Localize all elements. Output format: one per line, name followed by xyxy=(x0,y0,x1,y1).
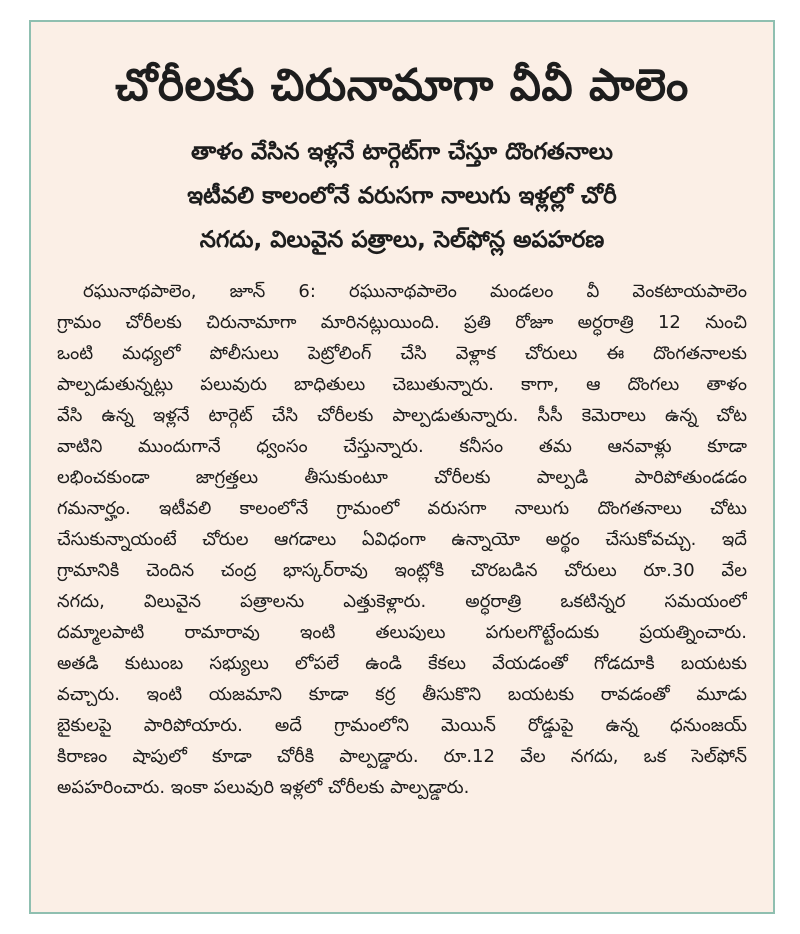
body-line: నగదు, విలువైన పత్రాలను ఎత్తుకెళ్లారు. అర్ధరాత్రి ఒకటిన్నర సమయంలో xyxy=(57,591,747,612)
body-line: వేసి ఉన్న ఇళ్లనే టార్గెట్ చేసి చోరీలకు పాల్పడుతున్నారు. సీసీ కెమెరాలు ఉన్న చోట xyxy=(57,405,747,426)
body-line: అపహరించారు. ఇంకా పలువురి ఇళ్లలో చోరీలకు పాల్పడ్డారు. xyxy=(57,777,470,798)
body-line: వాటిని ముందుగానే ధ్వంసం చేస్తున్నారు. కనీసం తమ ఆనవాళ్లు కూడా xyxy=(57,436,747,457)
subheading: తాళం వేసిన ఇళ్లనే టార్గెట్‌గా చేస్తూ దొంగతనాలు xyxy=(191,139,613,165)
body-line: పాల్పడుతున్నట్లు పలువురు బాధితులు చెబుతున్నారు. కాగా, ఆ దొంగలు తాళం xyxy=(57,374,747,395)
body-line: రఘునాథపాలెం, జూన్ 6: రఘునాథపాలెం మండలం వీ వెంకటాయపాలెం xyxy=(83,281,747,302)
body-line: వచ్చారు. ఇంటి యజమాని కూడా కర్ర తీసుకొని బయటకు రావడంతో మూడు xyxy=(57,684,747,705)
body-line: బైకులపై పారిపోయారు. అదే గ్రామంలోని మెయిన్ రోడ్డుపై ఉన్న ధనుంజయ్ xyxy=(57,715,747,736)
headline: చోరీలకు చిరునామాగా వీవీ పాలెం xyxy=(115,60,689,111)
body-line: చేసుకున్నాయంటే చోరుల ఆగడాలు ఏవిధంగా ఉన్నాయో అర్థం చేసుకోవచ్చు. ఇదే xyxy=(57,529,747,550)
body-line: కిరాణం షాపులో కూడా చోరీకి పాల్పడ్డారు. రూ.12 వేల నగదు, ఒక సెల్‌ఫోన్ xyxy=(57,746,747,767)
body-line: లభించకుండా జాగ్రత్తలు తీసుకుంటూ చోరీలకు పాల్పడి పారిపోతుండడం xyxy=(57,467,747,488)
body-line: గ్రామం చోరీలకు చిరునామాగా మారినట్లుయింది. ప్రతి రోజూ అర్ధరాత్రి 12 నుంచి xyxy=(57,312,747,333)
subheading: ఇటీవలి కాలంలోనే వరుసగా నాలుగు ఇళ్లల్లో చోరీ xyxy=(187,183,617,209)
body-line: ఒంటి మధ్యలో పోలీసులు పెట్రోలింగ్ చేసి వెళ్లాక చోరులు ఈ దొంగతనాలకు xyxy=(57,343,747,364)
body-line: గ్రామానికి చెందిన చంద్ర భాస్కర్‌రావు ఇంట్లోకి చొరబడిన చోరులు రూ.30 వేల xyxy=(57,560,747,581)
subheadings xyxy=(57,130,747,262)
news-clipping xyxy=(29,20,775,914)
article-body xyxy=(57,276,747,803)
body-line: దమ్మాలపాటి రామారావు ఇంటి తలుపులు పగులగొట్టేందుకు ప్రయత్నించారు. xyxy=(57,622,747,643)
subheading: నగదు, విలువైన పత్రాలు, సెల్‌ఫోన్ల అపహరణ xyxy=(199,227,605,253)
body-line: అతడి కుటుంబ సభ్యులు లోపలే ఉండి కేకలు వేయడంతో గోడదూకి బయటకు xyxy=(57,653,747,674)
body-line: గమనార్హం. ఇటీవలి కాలంలోనే గ్రామంలో వరుసగా నాలుగు దొంగతనాలు చోటు xyxy=(57,498,747,519)
